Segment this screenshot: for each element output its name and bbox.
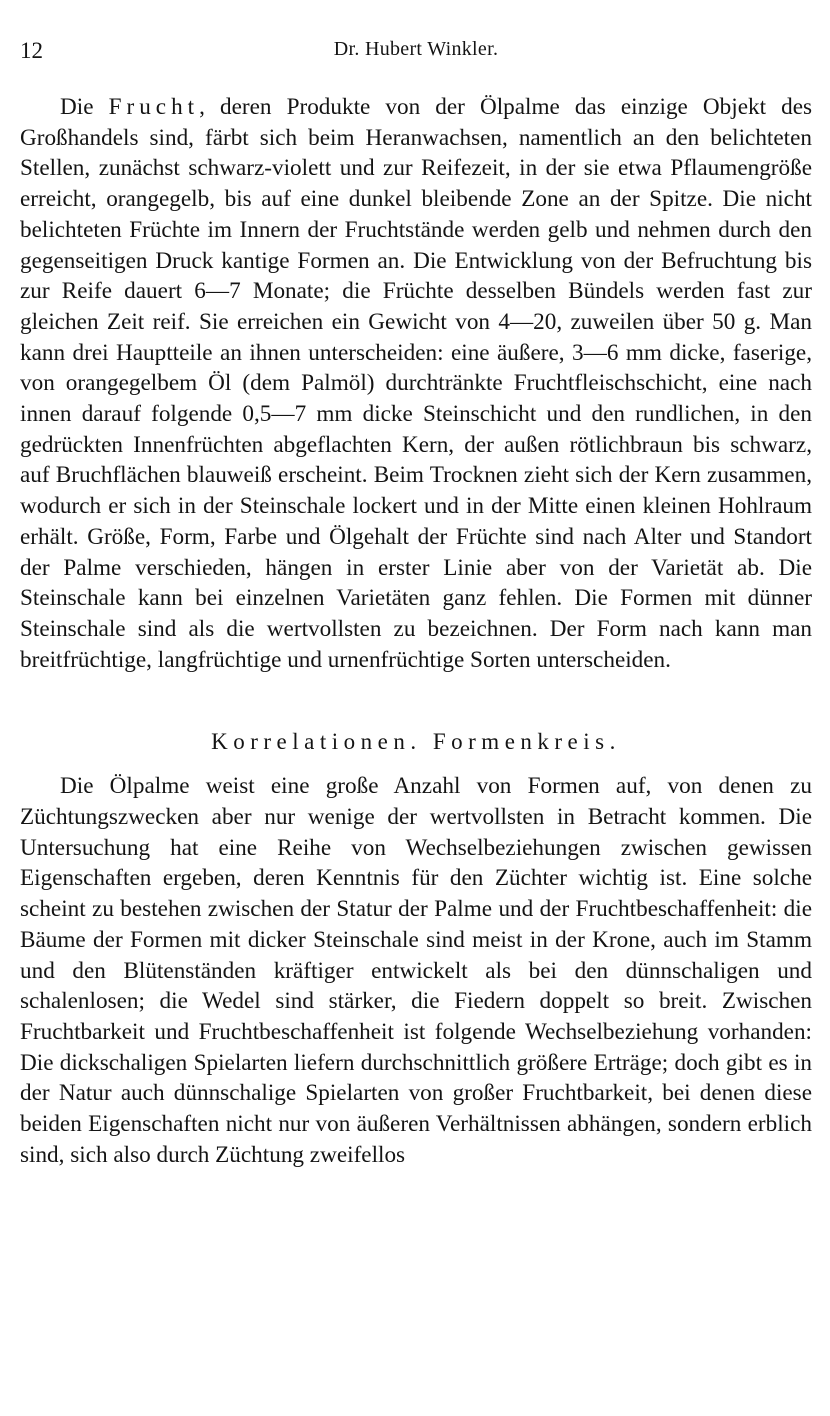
paragraph-frucht-text: deren Produkte von der Ölpalme das einzige Objekt des Großhandels sind, färbt sich beim Heranwachsen, namentlich an den belichteten Stellen, zunächst schwarz-violett und zur Reifezeit, in der sie etwa Pflaumengröße erreicht, orangegelb, bis auf eine dunkel bleibende Zone an der Spitze. Die nicht belichteten Früchte im Innern der Fruchtstände werden gelb und nehmen durch den gegenseitigen Druck kantige Formen an. Die Entwicklung von der Befruchtung bis zur Reife dauert 6—7 Monate; die Früchte desselben Bündels werden fast zur gleichen Zeit reif. Sie erreichen ein Gewicht von 4—20, zuweilen über 50 g. Man kann drei Hauptteile an ihnen unterscheiden: eine äußere, 3—6 mm dicke, faserige, von orangegelbem Öl (dem Palmöl) durchtränkte Fruchtfleischschicht, eine nach innen darauf folgende 0,5—7 mm dicke Steinschicht und den rundlichen, in den gedrückten Innenfrüchten abgeflachten Kern, der außen rötlichbraun bis schwarz, auf Bruchflächen blauweiß erscheint. Beim Trocknen zieht sich der Kern zusammen, wodurch er sich in der Steinschale lockert und in der Mitte einen kleinen Hohlraum erhält. Größe, Form, Farbe und Ölgehalt der Früchte sind nach Alter und Standort der Palme verschieden, hängen in erster Linie aber von der Varietät ab. Die Steinschale kann bei einzelnen Varietäten ganz fehlen. Die Formen mit dünner Steinschale sind als die wertvollsten zu bezeichnen. Der Form nach kann man breitfrüchtige, langfrüchtige und urnenfrüchtige Sorten unterscheiden. <box>20 94 813 673</box>
paragraph-korrelationen: Die Ölpalme weist eine große Anzahl von Formen auf, von denen zu Züchtungszwecken aber nur wenige der wertvollsten in Betracht kommen. Die Untersuchung hat eine Reihe von Wechselbeziehungen zwischen gewissen Eigenschaften ergeben, deren Kenntnis für den Züchter wichtig ist. Eine solche scheint zu bestehen zwischen der Statur der Palme und der Fruchtbeschaffenheit: die Bäume der Formen mit dicker Steinschale sind meist in der Krone, auch im Stamm und den Blütenständen kräftiger entwickelt als bei den dünnschaligen und schalenlosen; die Wedel sind stärker, die Fiedern doppelt so breit. Zwischen Fruchtbarkeit und Fruchtbeschaffenheit ist folgende Wechselbeziehung vorhanden: Die dickschaligen Spielarten liefern durchschnittlich größere Erträge; doch gibt es in der Natur auch dünnschalige Spielarten von großer Fruchtbarkeit, bei denen diese beiden Eigenschaften nicht nur von äußeren Verhältnissen abhängen, sondern erblich sind, sich also durch Züchtung zweifellos <box>20 773 812 1168</box>
paragraph-frucht: Die Frucht, deren Produkte von der Ölpalme das einzige Objekt des Großhandels sind, färbt sich beim Heranwachsen, namentlich an den belichteten Stellen, zunächst schwarz-violett und zur Reifezeit, in der sie etwa Pflaumengröße erreicht, orangegelb, bis auf eine dunkel bleibende Zone an der Spitze. Die nicht belichteten Früchte im Innern der Fruchtstände werden gelb und nehmen durch den gegenseitigen Druck kantige Formen an. Die Entwicklung von der Befruchtung bis zur Reife dauert 6—7 Monate; die Früchte desselben Bündels werden fast zur gleichen Zeit reif. Sie erreichen ein Gewicht von 4—20, zuweilen über 50 g. Man kann drei Hauptteile an ihnen unterscheiden: eine äußere, 3—6 mm dicke, faserige, von orangegelbem Öl (dem Palmöl) durchtränkte Fruchtfleischschicht, eine nach innen darauf folgende 0,5—7 mm dicke Steinschicht und den rundlichen, in den gedrückten Innenfrüchten abgeflachten Kern, der außen rötlichbraun bis schwarz, auf Bruchflächen blauweiß erscheint. Beim Trocknen zieht sich der Kern zusammen, wodurch er sich in der Steinschale lockert und in der Mitte einen kleinen Hohlraum erhält. Größe, Form, Farbe und Ölgehalt der Früchte sind nach Alter und Standort der Palme verschieden, hängen in erster Linie aber von der Varietät ab. Die Steinschale kann bei einzelnen Varietäten ganz fehlen. Die Formen mit dünner Steinschale sind als die wertvollsten zu bezeichnen. Der Form nach kann man breitfrüchtige, langfrüchtige und urnenfrüchtige Sorten unterscheiden. <box>20 94 813 673</box>
running-title: Dr. Hubert Winkler. <box>333 38 499 60</box>
page-number: 12 <box>20 38 43 63</box>
book-page <box>20 30 812 1171</box>
section-heading: Korrelationen. Formenkreis. <box>211 729 621 755</box>
running-head <box>20 30 812 70</box>
spaced-lead-word: Frucht <box>108 94 200 120</box>
